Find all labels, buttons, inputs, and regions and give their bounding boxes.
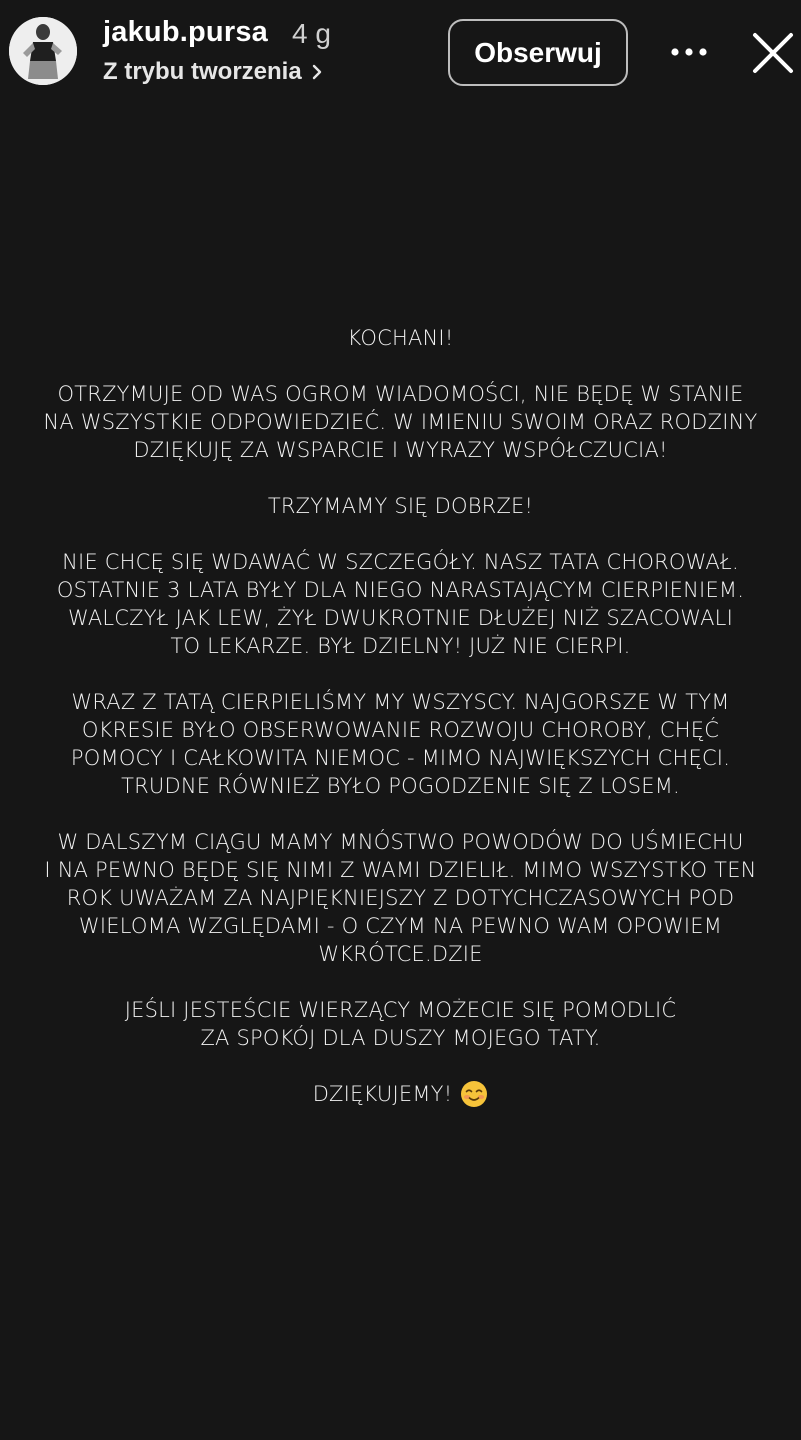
close-icon [751, 31, 795, 75]
story-header [0, 0, 801, 100]
text-line: DZIĘKUJĘ ZA WSPARCIE I WYRAZY WSPÓŁCZUCIA! [133, 438, 668, 462]
text-line: WKRÓTCE.DZIE [318, 942, 483, 966]
text-line: POMOCY I CAŁKOWITA NIEMOC - MIMO NAJWIĘKSZYCH CHĘCI. [70, 746, 731, 770]
chevron-right-icon [312, 63, 322, 81]
greeting [40, 324, 761, 352]
paragraph-suffering [40, 688, 761, 800]
text-line: OKRESIE BYŁO OBSERWOWANIE ROZWOJU CHOROBY, CHĘĆ [81, 718, 720, 742]
more-dots-icon [669, 47, 709, 57]
paragraph-prayer [40, 996, 761, 1052]
text-line: ROK UWAŻAM ZA NAJPIĘKNIEJSZY Z DOTYCHCZASOWYCH POD [66, 886, 735, 910]
text-line: W DALSZYM CIĄGU MAMY MNÓSTWO POWODÓW DO UŚMIECHU [57, 830, 744, 854]
text-line: TRUDNE RÓWNIEŻ BYŁO POGODZENIE SIĘ Z LOSEM. [121, 774, 680, 798]
text-line: WIELOMA WZGLĘDAMI - O CZYM NA PEWNO WAM OPOWIEM [78, 914, 723, 938]
text-line: ZA SPOKÓJ DLA DUSZY MOJEGO TATY. [200, 1026, 601, 1050]
post-age: 4 g [292, 18, 331, 49]
text-line: I NA PEWNO BĘDĘ SIĘ NIMI Z WAMI DZIELIŁ. MIMO WSZYSTKO TEN [44, 858, 757, 882]
creator-mode-label: Z trybu tworzenia [103, 58, 302, 85]
close-button[interactable] [748, 28, 798, 78]
username[interactable]: jakub.pursa [103, 16, 268, 48]
follow-button[interactable]: Obserwuj [448, 19, 628, 86]
text-line: NA WSZYSTKIE ODPOWIEDZIEĆ. W IMIENIU SWOIM ORAZ RODZINY [43, 410, 758, 434]
closing-line [40, 1080, 761, 1108]
closing-text: DZIĘKUJEMY! [312, 1082, 453, 1106]
text-line: WRAZ Z TATĄ CIERPIELIŚMY MY WSZYSCY. NAJGORSZE W TYM [71, 690, 730, 714]
avatar-photo [9, 17, 77, 85]
paragraph-thanks [40, 380, 761, 464]
avatar[interactable] [9, 17, 77, 85]
story-text [40, 324, 761, 1136]
text-line: TO LEKARZE. BYŁ DZIELNY! JUŻ NIE CIERPI. [170, 634, 631, 658]
text-line: JEŚLI JESTEŚCIE WIERZĄCY MOŻECIE SIĘ POMODLIĆ [124, 998, 677, 1022]
closing [40, 1080, 761, 1108]
more-options-button[interactable] [664, 32, 714, 72]
paragraph-illness [40, 548, 761, 660]
text-line: WALCZYŁ JAK LEW, ŻYŁ DWUKROTNIE DŁUŻEJ NIŻ SZACOWALI [68, 606, 733, 630]
paragraph-smile [40, 828, 761, 968]
paragraph-holding-up [40, 492, 761, 520]
smiling-face-icon [460, 1080, 488, 1108]
text-line: TRZYMAMY SIĘ DOBRZE! [267, 494, 534, 518]
text-line: NIE CHCĘ SIĘ WDAWAĆ W SZCZEGÓŁY. NASZ TATA CHOROWAŁ. [62, 550, 739, 574]
text-line: OSTATNIE 3 LATA BYŁY DLA NIEGO NARASTAJĄCYM CIERPIENIEM. [56, 578, 745, 602]
creator-mode-link[interactable] [103, 56, 322, 88]
text-line: OTRZYMUJE OD WAS OGROM WIADOMOŚCI, NIE BĘDĘ W STANIE [57, 382, 744, 406]
greeting-line: KOCHANI! [347, 326, 454, 350]
